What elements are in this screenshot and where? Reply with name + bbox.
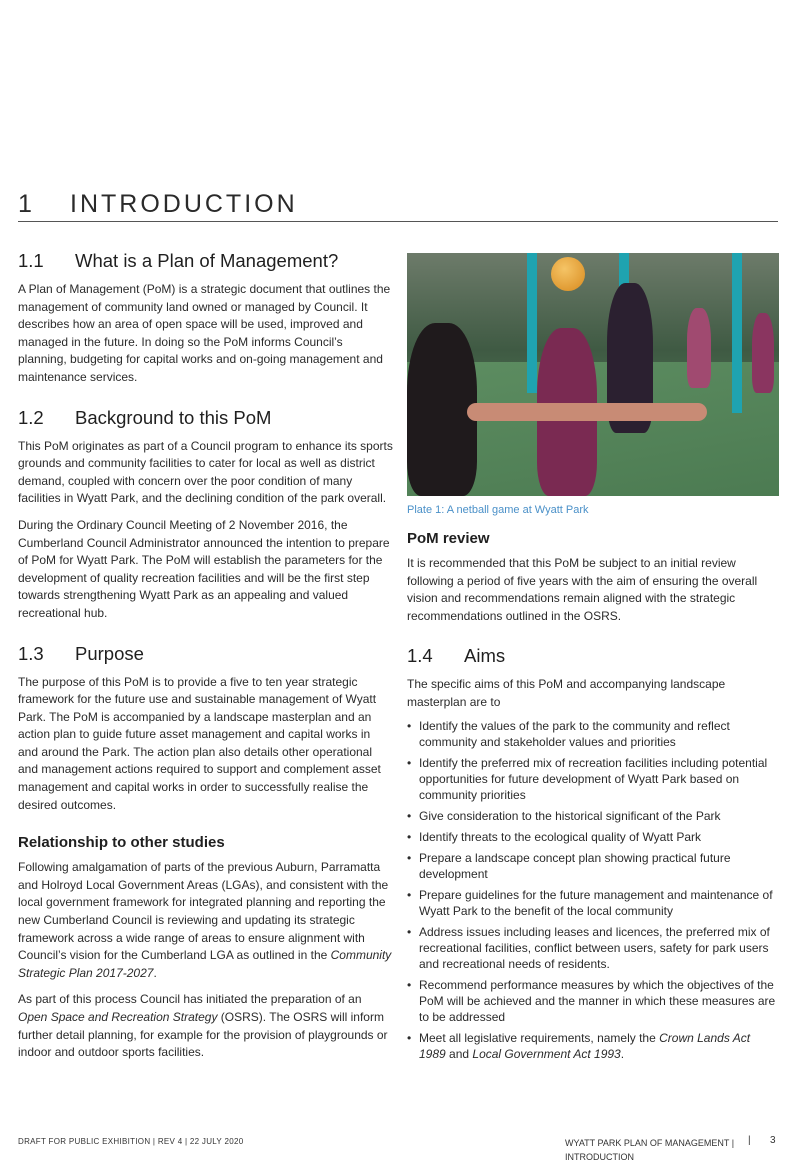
section-number: 1.1	[18, 250, 44, 271]
text-run: As part of this process Council has initiated the preparation of an	[18, 992, 362, 1007]
list-item	[407, 850, 779, 882]
paragraph	[18, 859, 393, 982]
paragraph: This PoM originates as part of a Council program to enhance its sports grounds and community facilities to cater for local as well as district demand, coupled with concern over the poor condition of many facilities in Wyatt Park, and the declining condition of the park overall.	[18, 438, 393, 506]
bullet: •	[407, 977, 412, 992]
text-run: Following amalgamation of parts of the previous Auburn, Parramatta and Holroyd Local Government Areas (LGAs), and consistent with the local government framework for integrated planning and reporting the new Cumberland Council is reviewing and updating its strategic framework across a wide range of areas to ensure alignment with Council’s vision for the Cumberland LGA as outlined in the	[18, 860, 389, 963]
page-number-value: 3	[770, 1135, 776, 1146]
player-figure	[752, 313, 774, 393]
section-number: 1.2	[18, 406, 44, 428]
paragraph: The purpose of this PoM is to provide a five to ten year strategic framework for the future use and sustainable management of Wyatt Park. The PoM is accompanied by a landscape masterplan and an action plan to guide future asset management and capital works in and around the Park. The action plan also details other operational and management actions required to support and complement asset management and capital works in order to successfully realise the desired outcomes.	[18, 674, 381, 812]
list-item-text: Meet all legislative requirements, namely the	[419, 1030, 660, 1045]
text-run: (OSRS). The OSRS will inform further detail planning, for example for the provision of playgrounds or indoor and outdoor sports facilities.	[18, 1010, 388, 1060]
emphasis-text: Local Government Act 1993	[472, 1046, 621, 1061]
bullet: •	[407, 850, 412, 865]
subsection-title: PoM review	[407, 530, 490, 547]
player-arm	[467, 403, 707, 421]
relationship-section	[18, 834, 393, 1062]
bullet: •	[407, 924, 412, 939]
section-heading	[18, 250, 393, 272]
section-1-1	[18, 250, 393, 387]
list-item-text: Address issues including leases and licences, the preferred mix of recreational facilities, conflict between users, safety for park users and recreational needs of residents.	[419, 924, 770, 971]
list-item-text: Identify the values of the park to the community and reflect community and stakeholder values and priorities	[419, 718, 730, 749]
list-item-text: .	[620, 1046, 625, 1061]
list-item	[407, 924, 779, 972]
bullet: •	[407, 829, 412, 844]
section-heading	[18, 407, 393, 429]
footer-draft-label: DRAFT FOR PUBLIC EXHIBITION | REV 4 | 22 JULY 2020	[18, 1137, 244, 1146]
emphasis-text: Crown Lands Act 1989	[419, 1030, 751, 1061]
list-item-text: Recommend performance measures by which the objectives of the PoM will be achieved and the manner in which these measures are to be addressed	[419, 977, 776, 1024]
bullet: •	[407, 1030, 412, 1045]
list-item-text: and	[445, 1046, 473, 1061]
right-column	[407, 253, 779, 1067]
list-item-text: Prepare guidelines for the future management and maintenance of Wyatt Park to the benefit of the local community	[419, 887, 773, 918]
section-1-3	[18, 643, 393, 815]
subsection-title: Relationship to other studies	[18, 834, 225, 852]
player-figure	[687, 308, 711, 388]
left-column	[18, 250, 393, 1071]
list-item	[407, 718, 779, 750]
goal-post	[732, 253, 742, 413]
section-heading	[407, 645, 779, 667]
photo-caption: Plate 1: A netball game at Wyatt Park	[407, 504, 589, 516]
list-item-text: Identify the preferred mix of recreation facilities including potential opportunities for future development of Wyatt Park based on community priorities	[419, 755, 768, 802]
footer-document-title: WYATT PARK PLAN OF MANAGEMENT | INTRODUCTION	[565, 1138, 735, 1162]
section-title: Background to this PoM	[75, 406, 272, 428]
section-title: Purpose	[75, 642, 144, 664]
section-heading	[18, 643, 393, 665]
list-item	[407, 1030, 779, 1062]
list-item	[407, 755, 779, 803]
section-1-4	[407, 645, 779, 1061]
list-item-text: Prepare a landscape concept plan showing practical future development	[419, 850, 731, 881]
list-item	[407, 977, 779, 1025]
emphasis-text: Community Strategic Plan 2017-2027	[18, 948, 392, 980]
emphasis-text: Open Space and Recreation Strategy	[18, 1010, 218, 1024]
list-item	[407, 808, 779, 824]
chapter-title: INTRODUCTION	[70, 190, 298, 218]
paragraph: It is recommended that this PoM be subject to an initial review following a period of five years with the aim of ensuring the overall vision and recommendations remain aligned with the strategic recommendations outlined in the OSRS.	[407, 556, 758, 623]
netball	[551, 257, 585, 291]
section-number: 1.3	[18, 642, 44, 664]
goal-post	[527, 253, 537, 393]
chapter-number: 1	[18, 190, 35, 218]
netball-photo	[407, 253, 779, 496]
list-item	[407, 829, 779, 845]
section-title: What is a Plan of Management?	[75, 250, 339, 271]
bullet: •	[407, 718, 412, 733]
section-title: Aims	[464, 645, 506, 667]
footer-separator: |	[748, 1135, 751, 1146]
bullet: •	[407, 887, 412, 902]
list-item-text: Give consideration to the historical significant of the Park	[419, 808, 721, 823]
bullet: •	[407, 755, 412, 770]
list-item-text: Identify threats to the ecological quality of Wyatt Park	[419, 829, 702, 844]
paragraph: The specific aims of this PoM and accompanying landscape masterplan are to	[407, 677, 726, 709]
paragraph	[18, 991, 393, 1061]
aims-list	[407, 718, 779, 1062]
page-number	[748, 1135, 776, 1146]
chapter-heading	[18, 190, 778, 222]
paragraph: During the Ordinary Council Meeting of 2 November 2016, the Cumberland Council Administrator announced the intention to prepare of PoM for Wyatt Park. The PoM will establish the parameters for the development of quality recreation facilities and will be the first step towards strengthening Wyatt Park as an appealing and valued recreational hub.	[18, 517, 390, 620]
pom-review-section	[407, 530, 779, 625]
bullet: •	[407, 808, 412, 823]
section-number: 1.4	[407, 645, 433, 667]
section-1-2	[18, 407, 393, 623]
text-run: .	[153, 965, 157, 980]
paragraph: A Plan of Management (PoM) is a strategic document that outlines the management of community land owned or managed by Council. It describes how an area of open space will be used, improved and managed in the future. In doing so the PoM informs Council’s planning, budgeting for capital works and on-going management and maintenance services.	[18, 282, 391, 384]
list-item	[407, 887, 779, 919]
